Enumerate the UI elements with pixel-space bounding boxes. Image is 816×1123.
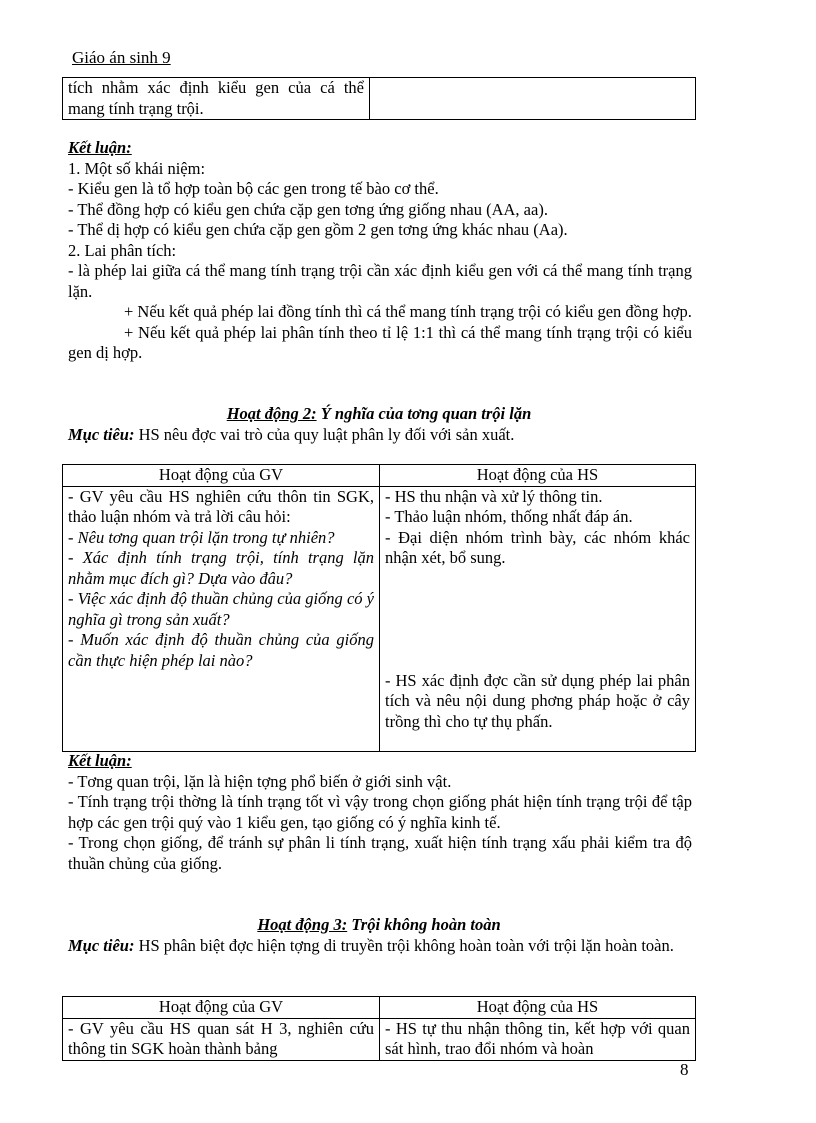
activity-2-table (62, 464, 696, 752)
conclusion-line: - Tính trạng trội thờng là tính trạng tốt vì vậy trong chọn giống phát hiện tính trạng trội để tập hợp các gen trội quý vào 1 kiểu gen, tạo giống có ý nghĩa kinh tế. (68, 792, 692, 832)
gv-activity-cell: - GV yêu cầu HS quan sát H 3, nghiên cứu thông tin SGK hoàn thành bảng (63, 1018, 380, 1060)
gv-activity-cell (63, 486, 380, 751)
page-number: 8 (680, 1060, 689, 1079)
gv-question: - Nêu tơng quan trội lặn trong tự nhiên? (68, 527, 335, 547)
gv-question: - Xác định tính trạng trội, tính trạng lặn nhằm mục đích gì? Dựa vào đâu? (68, 548, 374, 588)
activity-label: Hoạt động 3: (257, 915, 348, 934)
conclusion-subpoint: + Nếu kết quả phép lai phân tính theo tỉ lệ 1:1 thì cá thể mang tính trạng trội có kiểu gen dị hợp. (68, 322, 692, 362)
conclusion-title: Kết luận: (68, 751, 132, 770)
column-header-gv: Hoạt động của GV (63, 997, 380, 1019)
column-header-hs: Hoạt động của HS (380, 465, 696, 487)
document-header: Giáo án sinh 9 (72, 48, 171, 67)
conclusion-line: - là phép lai giữa cá thể mang tính trạng trội cần xác định kiểu gen với cá thể mang tính trạng lặn. (68, 261, 692, 301)
conclusion-line: - Thể đồng hợp có kiểu gen chứa cặp gen tơng ứng giống nhau (AA, aa). (68, 199, 548, 219)
hs-item: - Thảo luận nhóm, thống nhất đáp án. (385, 507, 633, 526)
hs-activity-cell: - HS tự thu nhận thông tin, kết hợp với quan sát hình, trao đổi nhóm và hoàn (380, 1018, 696, 1060)
conclusion-line: - Trong chọn giống, để tránh sự phân li tính trạng, xuất hiện tính trạng xấu phải kiểm tra độ thuần chủng của giống. (68, 833, 692, 873)
activity-3-table (62, 996, 696, 1061)
hs-item: - HS xác định đợc cần sử dụng phép lai phân tích và nêu nội dung phơng pháp hoặc ở cây trồng thì cho tự thụ phấn. (385, 670, 690, 731)
activity-2-heading (62, 404, 696, 445)
conclusion-line: 2. Lai phân tích: (68, 240, 177, 260)
conclusion-line: - Thể dị hợp có kiểu gen chứa cặp gen gồm 2 gen tơng ứng khác nhau (Aa). (68, 220, 568, 239)
conclusion-line: - Kiểu gen là tổ hợp toàn bộ các gen trong tế bào cơ thể. (68, 179, 439, 198)
hs-activity-cell (380, 486, 696, 751)
gv-question: - Muốn xác định độ thuần chủng của giống cần thực hiện phép lai nào? (68, 630, 374, 670)
activity-label: Hoạt động 2: (226, 404, 317, 423)
goal-text: HS nêu đợc vai trò của quy luật phân ly đối với sản xuất. (134, 424, 515, 444)
gv-intro: - GV yêu cầu HS nghiên cứu thôn tin SGK, thảo luận nhóm và trả lời câu hỏi: (68, 486, 374, 526)
hs-item: - HS thu nhận và xử lý thông tin. (385, 486, 603, 506)
activity-3-heading (62, 915, 696, 956)
conclusion-section-1 (68, 138, 692, 364)
column-header-gv: Hoạt động của GV (63, 465, 380, 487)
column-header-hs: Hoạt động của HS (380, 997, 696, 1019)
gv-question: - Việc xác định độ thuần chủng của giống có ý nghĩa gì trong sản xuất? (68, 589, 374, 629)
goal-label: Mục tiêu: (68, 935, 135, 955)
top-table-left-cell: tích nhằm xác định kiểu gen của cá thể mang tính trạng trội. (63, 78, 370, 120)
goal-text: HS phân biệt đợc hiện tợng di truyền trội không hoàn toàn với trội lặn hoàn toàn. (134, 935, 674, 955)
conclusion-title: Kết luận: (68, 138, 132, 157)
hs-item: - Đại diện nhóm trình bày, các nhóm khác nhận xét, bổ sung. (385, 527, 690, 567)
goal-label: Mục tiêu: (68, 424, 135, 444)
conclusion-subpoint: + Nếu kết quả phép lai đồng tính thì cá thể mang tính trạng trội có kiểu gen đồng hợp. (124, 302, 692, 321)
activity-title: Ý nghĩa của tơng quan trội lặn (316, 404, 532, 423)
top-table (62, 77, 696, 120)
conclusion-section-2 (68, 751, 692, 874)
conclusion-line: - Tơng quan trội, lặn là hiện tợng phổ biến ở giới sinh vật. (68, 771, 452, 791)
conclusion-line: 1. Một số khái niệm: (68, 158, 206, 178)
top-table-right-cell (370, 78, 696, 120)
activity-title: Trội không hoàn toàn (347, 915, 501, 934)
